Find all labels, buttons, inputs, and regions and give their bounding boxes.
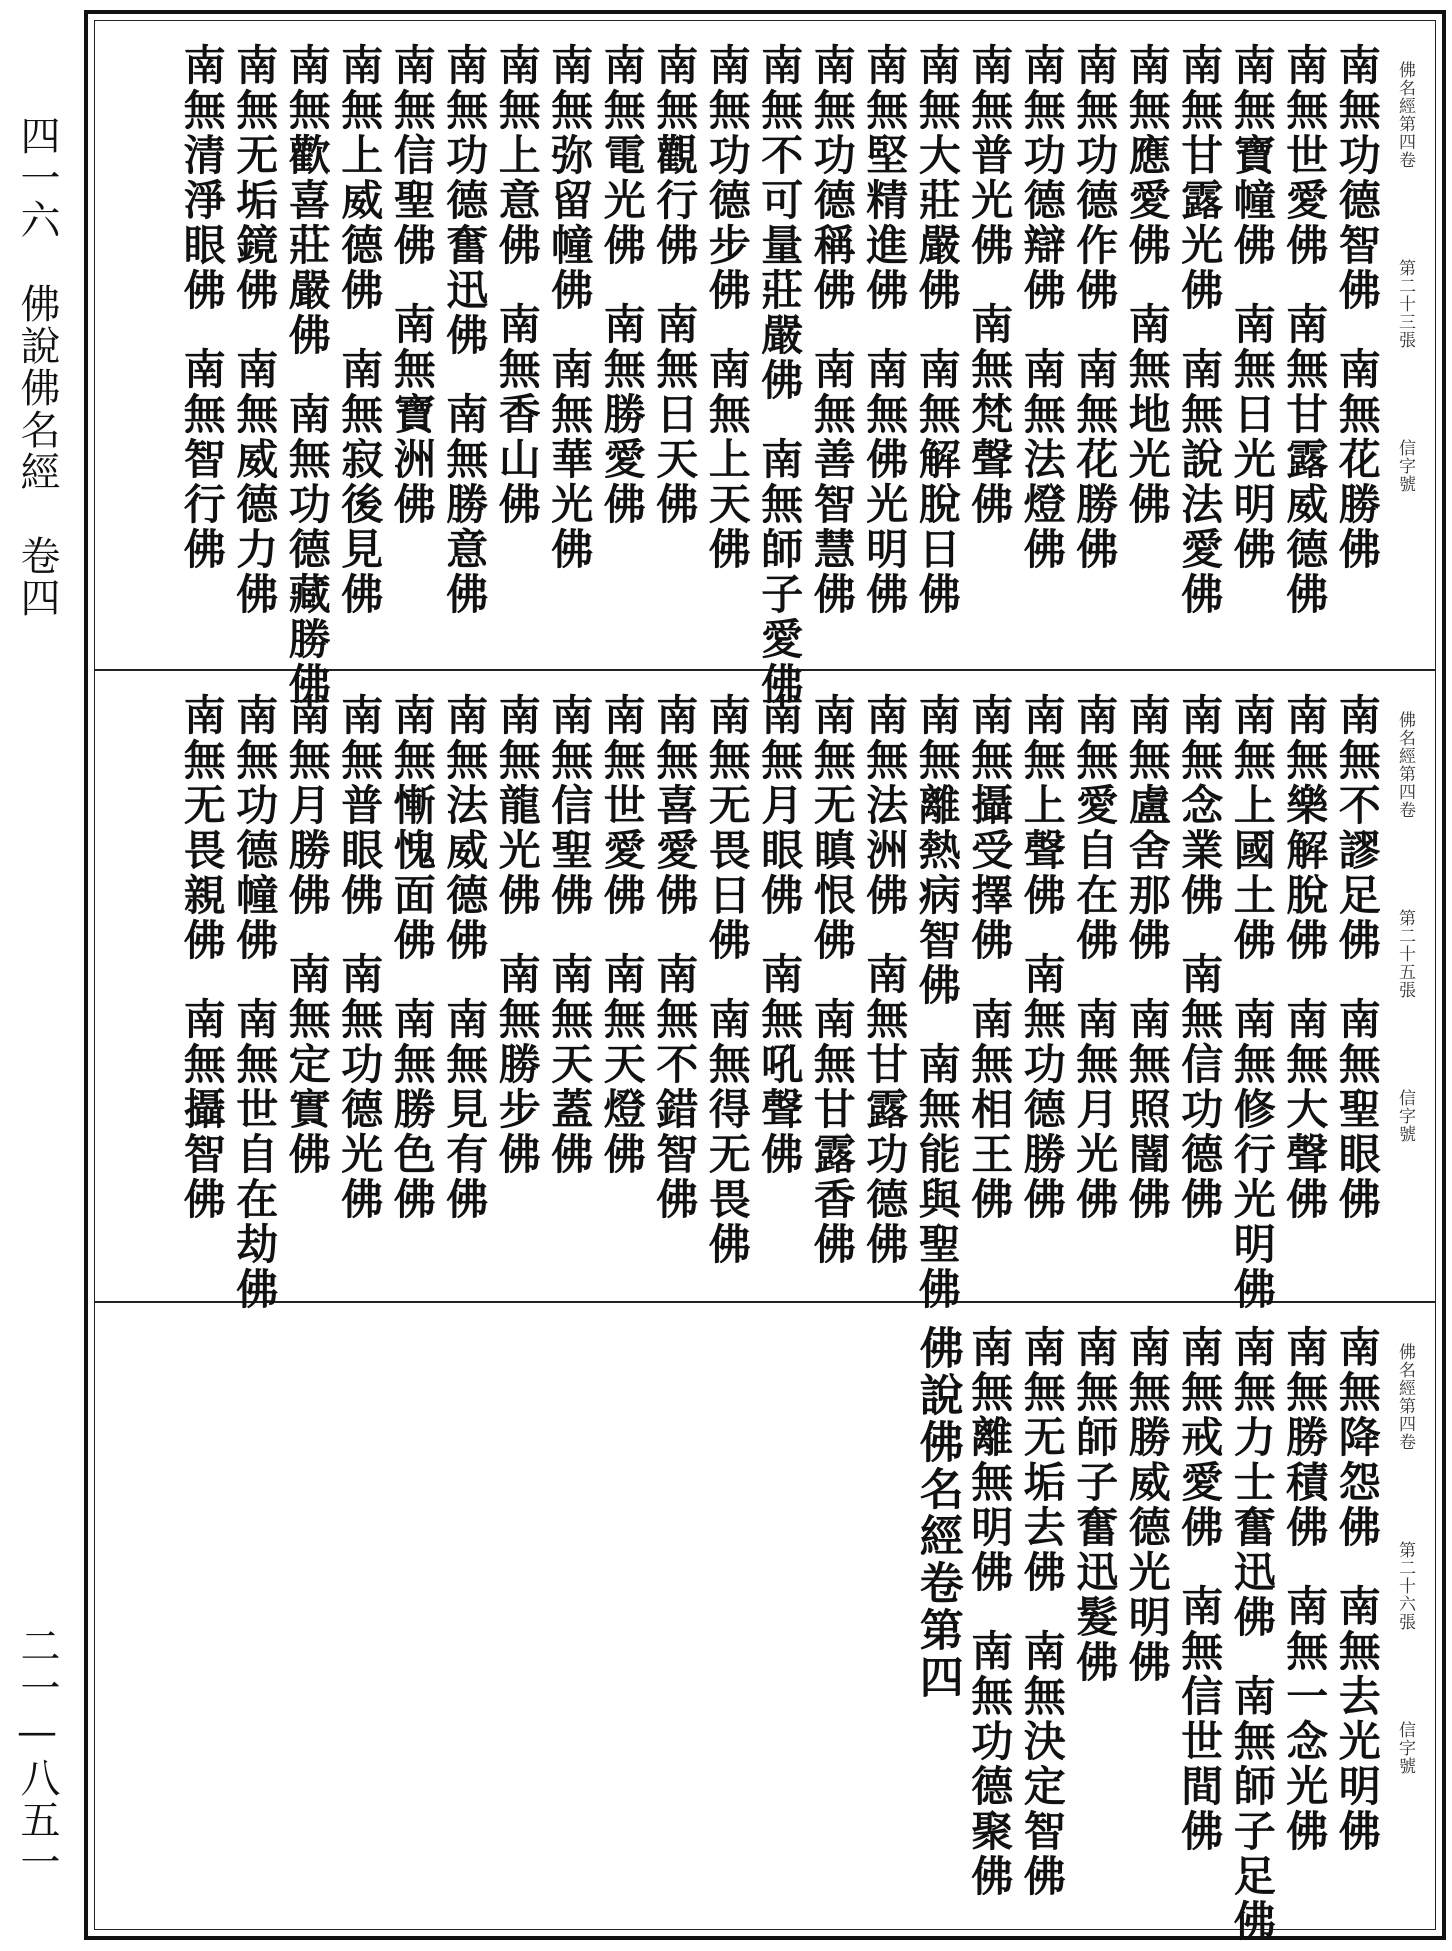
text-column (333, 671, 386, 1301)
buddha-name: 南無天燈佛 (597, 952, 647, 1177)
buddha-name: 南無勝愛佛 (597, 302, 647, 527)
buddha-name: 南無日光明佛 (1227, 302, 1277, 572)
buddha-name: 南無吼聲佛 (755, 952, 805, 1177)
text-column (1016, 671, 1069, 1301)
buddha-name: 南無无垢去佛 (1017, 1325, 1067, 1595)
buddha-name: 南無聖眼佛 (1332, 997, 1382, 1222)
buddha-name: 南無功德幢佛 (230, 693, 280, 963)
text-column (543, 671, 596, 1301)
buddha-name: 南無得无畏佛 (702, 997, 752, 1267)
buddha-name: 南無龍光佛 (492, 693, 542, 918)
closing-title-column (911, 1303, 964, 1935)
text-column (438, 21, 491, 669)
buddha-name: 南無能與聖佛 (912, 1042, 962, 1312)
buddha-name: 南無攝智佛 (177, 997, 227, 1222)
note-series: 信字號 (1395, 1089, 1415, 1143)
buddha-name: 南無甘露光佛 (1175, 43, 1225, 313)
text-column (281, 671, 334, 1301)
text-column (963, 1303, 1016, 1935)
note-volume: 佛名經第四卷 (1395, 1343, 1415, 1451)
buddha-name: 南無上國土佛 (1227, 693, 1277, 963)
note-sheet: 第二十五張 (1395, 909, 1415, 999)
text-column (963, 671, 1016, 1301)
text-column (1278, 671, 1331, 1301)
buddha-name: 南無決定智佛 (1017, 1629, 1067, 1899)
buddha-name: 南無法洲佛 (860, 693, 910, 918)
closing-title: 佛說佛名經卷第四 (911, 1325, 963, 1701)
text-column (858, 21, 911, 669)
text-column (1016, 1303, 1069, 1935)
register-panel-2 (95, 671, 1435, 1312)
text-column (806, 671, 859, 1301)
buddha-name: 南無不謬足佛 (1332, 693, 1382, 963)
text-column (1173, 1303, 1226, 1935)
buddha-name: 南無去光明佛 (1332, 1584, 1382, 1854)
buddha-name: 南無功德聚佛 (965, 1629, 1015, 1899)
text-column (1068, 21, 1121, 669)
buddha-name: 南無月光佛 (1070, 997, 1120, 1222)
buddha-name: 南無照闇佛 (1122, 997, 1172, 1222)
buddha-name: 南無世愛佛 (1280, 43, 1330, 268)
buddha-name: 南無勝威德光明佛 (1122, 1325, 1172, 1685)
text-column (491, 671, 544, 1301)
buddha-name: 南無日天佛 (650, 302, 700, 527)
text-column (438, 671, 491, 1301)
text-column (333, 21, 386, 669)
buddha-name: 南無月眼佛 (755, 693, 805, 918)
note-volume: 佛名經第四卷 (1395, 711, 1415, 819)
buddha-name: 南無普光佛 (965, 43, 1015, 268)
buddha-name: 南無一念光佛 (1280, 1584, 1330, 1854)
buddha-name: 南無无垢鏡佛 (230, 43, 280, 313)
text-column (386, 21, 439, 669)
text-column (1121, 1303, 1174, 1935)
buddha-name: 南無電光佛 (597, 43, 647, 268)
buddha-name: 南無勝積佛 (1280, 1325, 1330, 1550)
buddha-name: 南無功德稱佛 (807, 43, 857, 313)
buddha-name: 南無戒愛佛 (1175, 1325, 1225, 1550)
buddha-name: 南無定實佛 (282, 952, 332, 1177)
buddha-name: 南無功德勝佛 (1017, 952, 1067, 1222)
buddha-name: 南無香山佛 (492, 302, 542, 527)
buddha-name: 南無普眼佛 (335, 693, 385, 918)
buddha-name: 南無離無明佛 (965, 1325, 1015, 1595)
buddha-name: 南無不錯智佛 (650, 952, 700, 1222)
buddha-name: 南無師子愛佛 (755, 437, 805, 707)
register-panel-3 (95, 1303, 1435, 1944)
buddha-name: 南無勝步佛 (492, 952, 542, 1177)
buddha-name: 南無力士奮迅佛 (1227, 1325, 1277, 1640)
buddha-name: 南無智行佛 (177, 347, 227, 572)
buddha-name: 南無功德光佛 (335, 952, 385, 1222)
margin-volume-label: 四一六 佛說佛名經 卷四 (14, 115, 60, 619)
buddha-name: 南無喜愛佛 (650, 693, 700, 918)
buddha-name: 南無寂後見佛 (335, 347, 385, 617)
text-column (1068, 671, 1121, 1301)
page-frame-inner (94, 20, 1436, 1944)
text-column (1173, 21, 1226, 669)
buddha-name: 南無信聖佛 (545, 693, 595, 918)
text-column (596, 21, 649, 669)
text-column (491, 21, 544, 669)
buddha-name: 南無功德奮迅佛 (440, 43, 490, 358)
buddha-name: 南無師子奮迅髮佛 (1070, 1325, 1120, 1685)
text-column (1068, 1303, 1121, 1935)
buddha-name: 南無威德力佛 (230, 347, 280, 617)
buddha-name: 南無華光佛 (545, 347, 595, 572)
page-frame (84, 10, 1446, 1944)
text-column (228, 21, 281, 669)
margin-page-number: 二一—八五一 (14, 1625, 60, 1883)
buddha-name: 南無應愛佛 (1122, 43, 1172, 268)
buddha-name: 南無上聲佛 (1017, 693, 1067, 918)
text-column (1121, 21, 1174, 669)
buddha-name: 南無甘露功德佛 (860, 952, 910, 1267)
buddha-name: 南無勝色佛 (387, 997, 437, 1222)
text-column (1278, 21, 1331, 669)
buddha-name: 南無功德藏勝佛 (282, 392, 332, 707)
buddha-name: 南無見有佛 (440, 997, 490, 1222)
buddha-name: 南無離熱病智佛 (912, 693, 962, 1008)
note-series: 信字號 (1395, 439, 1415, 493)
buddha-name: 南無地光佛 (1122, 302, 1172, 527)
text-column (911, 671, 964, 1312)
buddha-name: 南無相王佛 (965, 997, 1015, 1222)
buddha-name: 南無花勝佛 (1332, 347, 1382, 572)
buddha-name: 南無佛光明佛 (860, 347, 910, 617)
text-column (1016, 21, 1069, 669)
buddha-name: 南無善智慧佛 (807, 347, 857, 617)
buddha-name: 南無上意佛 (492, 43, 542, 268)
text-column (648, 21, 701, 669)
buddha-name: 南無念業佛 (1175, 693, 1225, 918)
buddha-name: 南無甘露香佛 (807, 997, 857, 1267)
register-note (1383, 1303, 1427, 1935)
buddha-name: 南無功德辯佛 (1017, 43, 1067, 313)
text-column (176, 21, 229, 669)
text-column (543, 21, 596, 669)
register-note (1383, 671, 1427, 1301)
buddha-name: 南無降怨佛 (1332, 1325, 1382, 1550)
buddha-name: 南無清淨眼佛 (177, 43, 227, 313)
buddha-name: 南無功德步佛 (702, 43, 752, 313)
buddha-name: 南無信聖佛 (387, 43, 437, 268)
buddha-name: 南無功德作佛 (1070, 43, 1120, 313)
text-column (806, 21, 859, 669)
text-column (701, 21, 754, 669)
text-column (648, 671, 701, 1301)
buddha-name: 南無大莊嚴佛 (912, 43, 962, 313)
text-column (753, 671, 806, 1301)
text-column (281, 21, 334, 707)
buddha-name: 南無甘露威德佛 (1280, 302, 1330, 617)
text-column (701, 671, 754, 1301)
buddha-name: 南無花勝佛 (1070, 347, 1120, 572)
buddha-name: 南無弥留幢佛 (545, 43, 595, 313)
buddha-name: 南無月勝佛 (282, 693, 332, 918)
text-column (1173, 671, 1226, 1301)
buddha-name: 南無法燈佛 (1017, 347, 1067, 572)
register-note (1383, 21, 1427, 669)
buddha-name: 南無世自在劫佛 (230, 997, 280, 1312)
buddha-name: 南無上威德佛 (335, 43, 385, 313)
buddha-name: 南無說法愛佛 (1175, 347, 1225, 617)
buddha-name: 南無信功德佛 (1175, 952, 1225, 1222)
buddha-name: 南無不可量莊嚴佛 (755, 43, 805, 403)
buddha-name: 南無修行光明佛 (1227, 997, 1277, 1312)
buddha-name: 南無无畏日佛 (702, 693, 752, 963)
text-column (596, 671, 649, 1301)
text-column (1121, 671, 1174, 1301)
buddha-name: 南無无瞋恨佛 (807, 693, 857, 963)
buddha-name: 南無盧舍那佛 (1122, 693, 1172, 963)
buddha-name: 南無慚愧面佛 (387, 693, 437, 963)
buddha-name: 南無寶洲佛 (387, 302, 437, 527)
buddha-name: 南無功德智佛 (1332, 43, 1382, 313)
buddha-name: 南無觀行佛 (650, 43, 700, 268)
buddha-name: 南無大聲佛 (1280, 997, 1330, 1222)
text-column (911, 21, 964, 669)
text-column (1331, 671, 1384, 1301)
text-column (1331, 21, 1384, 669)
text-column (753, 21, 806, 707)
buddha-name: 南無无畏親佛 (177, 693, 227, 963)
buddha-name: 南無世愛佛 (597, 693, 647, 918)
text-column (963, 21, 1016, 669)
note-sheet: 第二十三張 (1395, 259, 1415, 349)
text-column (386, 671, 439, 1301)
register-panel-1 (95, 21, 1435, 707)
text-column (176, 671, 229, 1301)
buddha-name: 南無梵聲佛 (965, 302, 1015, 527)
buddha-name: 南無天蓋佛 (545, 952, 595, 1177)
buddha-name: 南無師子足佛 (1227, 1674, 1277, 1944)
note-sheet: 第二十六張 (1395, 1541, 1415, 1631)
buddha-name: 南無上天佛 (702, 347, 752, 572)
text-column (1331, 1303, 1384, 1935)
text-column (1278, 1303, 1331, 1935)
buddha-name: 南無寶幢佛 (1227, 43, 1277, 268)
buddha-name: 南無勝意佛 (440, 392, 490, 617)
text-column (228, 671, 281, 1312)
text-column (1226, 1303, 1279, 1944)
buddha-name: 南無堅精進佛 (860, 43, 910, 313)
note-series: 信字號 (1395, 1721, 1415, 1775)
text-column (1226, 21, 1279, 669)
buddha-name: 南無樂解脫佛 (1280, 693, 1330, 963)
buddha-name: 南無攝受擇佛 (965, 693, 1015, 963)
blank-area (95, 1303, 911, 1935)
buddha-name: 南無法威德佛 (440, 693, 490, 963)
buddha-name: 南無歡喜莊嚴佛 (282, 43, 332, 358)
note-volume: 佛名經第四卷 (1395, 61, 1415, 169)
text-column (858, 671, 911, 1301)
buddha-name: 南無解脫日佛 (912, 347, 962, 617)
buddha-name: 南無信世間佛 (1175, 1584, 1225, 1854)
text-column (1226, 671, 1279, 1312)
buddha-name: 南無愛自在佛 (1070, 693, 1120, 963)
